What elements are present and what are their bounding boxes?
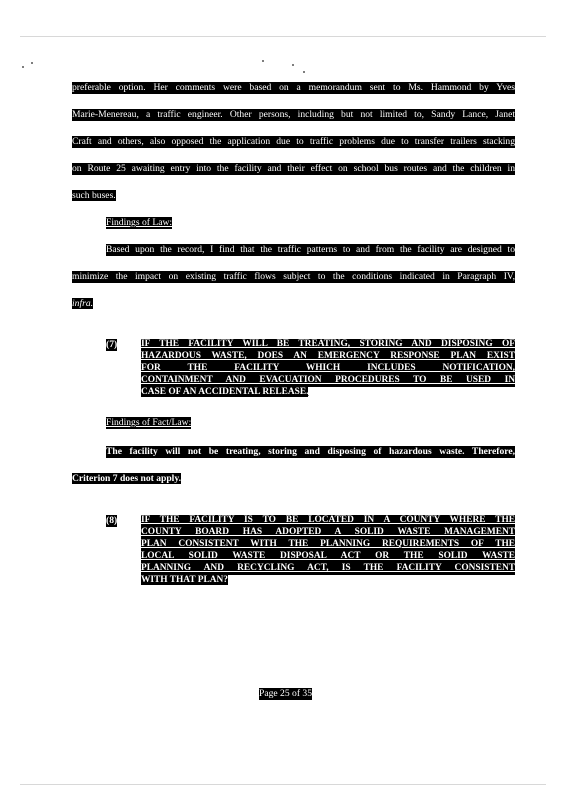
criterion-7-span: CASE OF AN ACCIDENTAL RELEASE. bbox=[141, 387, 309, 397]
body-text-span: such buses. bbox=[72, 190, 116, 201]
criterion-8-number: (8) bbox=[106, 515, 118, 526]
criterion-7-line: FOR THE FACILITY WHICH INCLUDES NOTIFICATION, bbox=[141, 363, 515, 373]
page-number: Page 25 of 35 bbox=[259, 688, 313, 699]
criterion-7-line: IF THE FACILITY WILL BE TREATING, STORING AND DISPOSING OF bbox=[141, 339, 515, 349]
body-text-line bbox=[72, 190, 116, 202]
criterion-7-line: HAZARDOUS WASTE, DOES AN EMERGENCY RESPONSE PLAN EXIST bbox=[141, 351, 515, 361]
scan-edge-top bbox=[20, 36, 546, 37]
body-text-line: Marie-Menereau, a traffic engineer. Other persons, including but not limited to, Sandy Lance, Janet bbox=[72, 109, 515, 120]
body-text-line: Craft and others, also opposed the application due to traffic problems due to transfer trailers stacking bbox=[72, 136, 515, 147]
scan-speck bbox=[31, 62, 33, 64]
criterion-8-line: LOCAL SOLID WASTE DISPOSAL ACT OR THE SOLID WASTE bbox=[141, 551, 515, 561]
scan-speck bbox=[262, 60, 264, 62]
scan-speck bbox=[303, 71, 305, 73]
scan-speck bbox=[292, 64, 294, 66]
body-text-line: minimize the impact on existing traffic flows subject to the conditions indicated in Paragraph IV, bbox=[72, 271, 515, 282]
body-text-line bbox=[72, 298, 93, 310]
criterion-7-number: (7) bbox=[106, 339, 118, 350]
body-text-line bbox=[72, 473, 181, 485]
findings-of-fact-law-heading: Findings of Fact/Law: bbox=[106, 417, 192, 428]
criterion-8-line bbox=[141, 575, 228, 587]
body-text-line: Based upon the record, I find that the traffic patterns to and from the facility are designed to bbox=[106, 244, 515, 255]
criterion-7-line: CONTAINMENT AND EVACUATION PROCEDURES TO BE USED IN bbox=[141, 375, 515, 385]
scan-edge-bottom bbox=[20, 784, 546, 785]
criterion-8-line: PLAN CONSISTENT WITH THE PLANNING REQUIREMENTS OF THE bbox=[141, 539, 515, 549]
body-text-line: preferable option. Her comments were based on a memorandum sent to Ms. Hammond by Yves bbox=[72, 82, 515, 93]
criterion-8-line: COUNTY BOARD HAS ADOPTED A SOLID WASTE MANAGEMENT bbox=[141, 527, 515, 537]
criterion-8-line: PLANNING AND RECYCLING ACT, IS THE FACILITY CONSISTENT bbox=[141, 563, 515, 573]
scan-speck bbox=[22, 66, 24, 68]
body-text-line: on Route 25 awaiting entry into the facility and their effect on school bus routes and the children in bbox=[72, 163, 515, 174]
criterion-8-line: IF THE FACILITY IS TO BE LOCATED IN A COUNTY WHERE THE bbox=[141, 515, 515, 525]
body-text-span: infra. bbox=[72, 298, 94, 309]
criterion-8-span: WITH THAT PLAN? bbox=[141, 575, 228, 585]
findings-of-law-heading: Findings of Law: bbox=[106, 217, 173, 228]
body-text-line: The facility will not be treating, storing and disposing of hazardous waste. Therefore, bbox=[106, 446, 515, 457]
body-text-span: Criterion 7 does not apply. bbox=[72, 473, 182, 484]
criterion-7-line bbox=[141, 387, 308, 399]
